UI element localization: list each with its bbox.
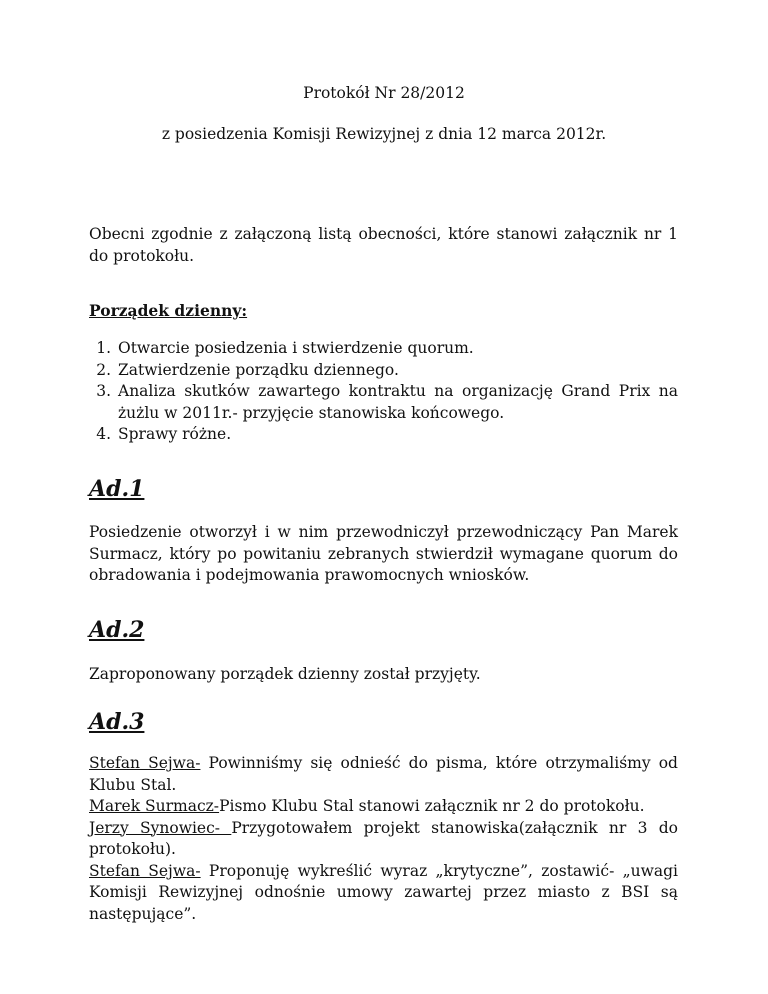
agenda-title-text: Porządek dzienny: — [89, 301, 248, 320]
discussion-entry — [89, 796, 678, 818]
protocol-title: Protokół Nr 28/2012 — [303, 84, 465, 102]
agenda-list — [89, 338, 678, 446]
agenda-item: 4. Sprawy różne. — [116, 424, 678, 446]
attendance-paragraph: Obecni zgodnie z załączoną listą obecności, które stanowi załącznik nr 1 do protokołu. — [89, 225, 678, 265]
entry-text: Przygotowałem projekt stanowiska(załącznik nr 3 do protokołu). — [89, 818, 679, 858]
entry-text: Proponuję wykreślić wyraz „krytyczne”, zostawić- „uwagi Komisji Rewizyjnej odnośnie umowy zawartej przez miasto z BSI są następujące”. — [89, 861, 678, 923]
discussion-entry — [89, 861, 678, 926]
section-ad3-entries — [89, 753, 678, 925]
entry-text: Powinniśmy się odnieść do pisma, które otrzymaliśmy od Klubu Stal. — [89, 754, 678, 794]
section-ad2-text: Zaproponowany porządek dzienny został przyjęty. — [89, 665, 481, 683]
agenda-item: 2. Zatwierdzenie porządku dziennego. — [116, 360, 678, 382]
discussion-entry — [89, 753, 678, 796]
discussion-entry — [89, 818, 678, 861]
section-heading-ad3: Ad.3 — [89, 709, 145, 735]
agenda-title — [89, 300, 678, 323]
agenda-item: 3. Analiza skutków zawartego kontraktu na organizację Grand Prix na żużlu w 2011r.- przyjęcie stanowiska końcowego. — [116, 381, 678, 424]
section-ad1-text: Posiedzenie otworzył i w nim przewodniczył przewodniczący Pan Marek Surmacz, który po powitaniu zebranych stwierdził wymagane quorum do obradowania i podejmowania prawomocnych wniosków. — [89, 523, 678, 584]
speaker-name: Stefan Sejwa- — [89, 754, 201, 772]
section-heading-ad2: Ad.2 — [89, 617, 145, 643]
protocol-subtitle: z posiedzenia Komisji Rewizyjnej z dnia 12 marca 2012r. — [161, 125, 607, 143]
agenda-item: 1. Otwarcie posiedzenia i stwierdzenie quorum. — [116, 338, 678, 360]
speaker-name: Jerzy Synowiec- — [89, 818, 232, 837]
speaker-name: Stefan Sejwa- — [89, 861, 201, 880]
speaker-name: Marek Surmacz- — [89, 797, 220, 815]
section-heading-ad1: Ad.1 — [89, 476, 145, 502]
entry-text: Pismo Klubu Stal stanowi załącznik nr 2 do protokołu. — [219, 797, 645, 815]
